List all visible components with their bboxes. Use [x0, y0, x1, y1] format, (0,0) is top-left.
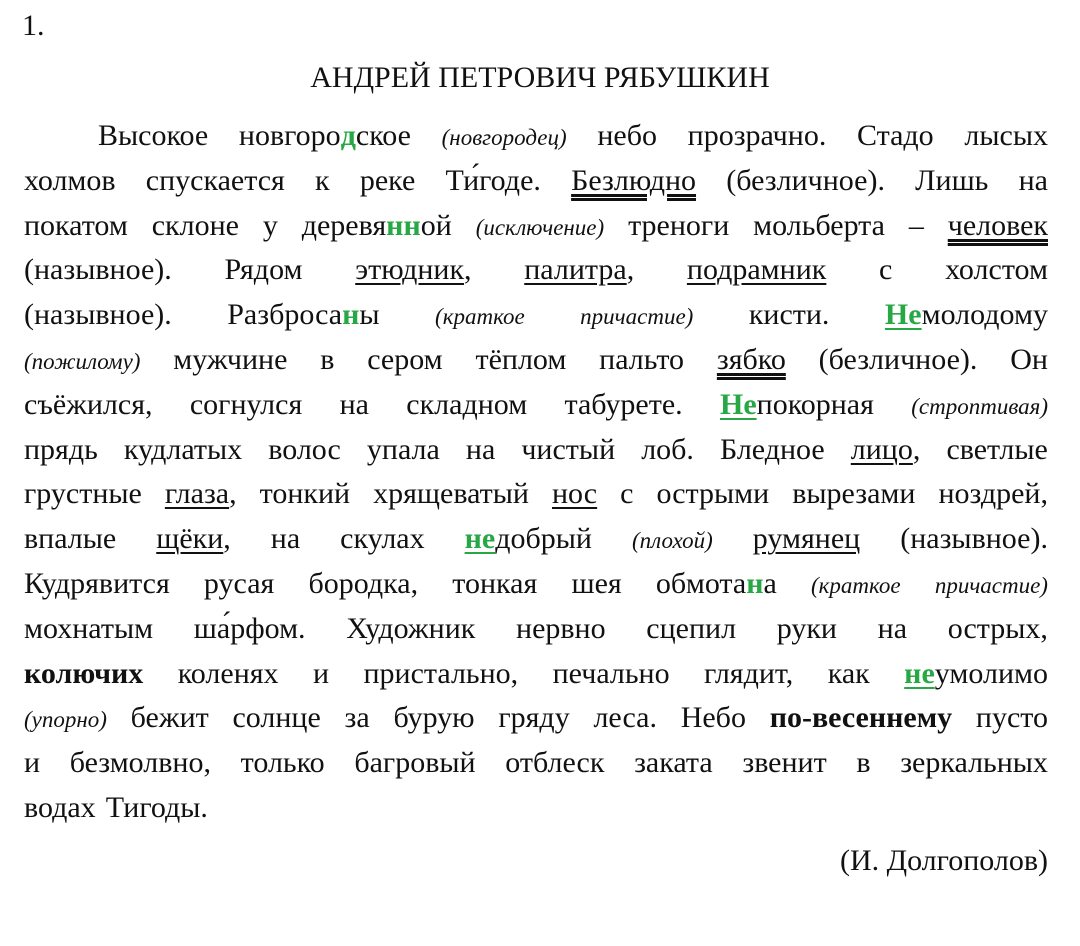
word: ноздрей, [938, 477, 1048, 511]
text-fragment: щёки [156, 522, 224, 556]
word: (назывное). [900, 522, 1048, 556]
highlighted-letters: д [340, 119, 356, 152]
word: на [1018, 163, 1048, 197]
text-line [24, 428, 1048, 472]
word: (назывное). [24, 253, 172, 287]
word: грустные [24, 477, 142, 511]
word: подрамник [686, 253, 827, 287]
word: нос [552, 477, 598, 511]
word [302, 204, 452, 248]
word: хрящеватый [373, 477, 529, 511]
word: гряду [498, 701, 570, 735]
word [239, 114, 411, 158]
word [227, 293, 379, 337]
annotation-note: (плохой) [631, 528, 713, 554]
highlighted-letters: не [464, 522, 496, 556]
word: и [312, 656, 330, 690]
word: Тигоды. [105, 791, 208, 824]
word: кисти. [748, 298, 830, 332]
word: сером [367, 343, 443, 376]
text-fragment: палитра [524, 253, 627, 287]
word: лысых [964, 119, 1048, 152]
word: Рядом [224, 253, 303, 287]
word: холмов [24, 163, 116, 197]
word: Он [1010, 343, 1048, 376]
word: тонкая [452, 567, 538, 600]
text-line [24, 293, 1048, 339]
word: бежит [130, 701, 209, 735]
word: на [465, 432, 496, 466]
word: согнулся [189, 387, 303, 421]
word: Бледное [719, 432, 825, 466]
text-fragment: , [912, 432, 921, 466]
text-fragment: новгоро [238, 119, 341, 152]
text-fragment: лицо [850, 432, 913, 466]
annotation-note: (пожилому) [24, 349, 141, 374]
word: нервно [516, 611, 606, 645]
word: за [344, 701, 370, 735]
text-line [24, 652, 1048, 696]
text-line [98, 114, 1048, 160]
text-fragment: ское [355, 119, 411, 152]
word: пальто [599, 343, 685, 376]
word: – [908, 208, 924, 242]
word: колючих [24, 656, 144, 690]
word: Безлюдно [571, 163, 697, 197]
word: бурую [393, 701, 475, 735]
text-line [24, 204, 1048, 250]
word: впалые [24, 522, 117, 556]
word: (безличное). [818, 343, 978, 376]
highlighted-letters: н [342, 298, 360, 332]
word: (назывное). [24, 298, 172, 332]
word: на [339, 387, 369, 421]
word: на [877, 611, 908, 645]
word: пристально, [363, 656, 519, 690]
annotation-note: (строптивая) [911, 393, 1048, 419]
word: холстом [945, 253, 1048, 287]
text-fragment: а [763, 567, 777, 600]
text-line [24, 383, 1048, 429]
word [885, 293, 1048, 337]
word: спускается [145, 163, 285, 197]
word: водах [24, 791, 96, 824]
word: бородка, [308, 567, 419, 600]
word: коленях [177, 656, 279, 690]
word: зябко [716, 343, 786, 376]
word: тёплом [475, 343, 567, 376]
text-fragment: покорная [756, 387, 874, 421]
word: острых, [947, 611, 1048, 645]
highlighted-letters: нн [386, 208, 421, 242]
author-line [24, 839, 1048, 883]
word: съёжился, [24, 387, 153, 421]
word: небо [597, 119, 657, 152]
text-line [24, 472, 1048, 516]
text-line [24, 517, 1048, 563]
word: багровый [354, 746, 476, 780]
word: на [270, 522, 301, 556]
exercise-number: 1. [22, 9, 45, 42]
word: по-весеннему [769, 701, 953, 735]
word: только [240, 746, 325, 780]
word [524, 248, 634, 292]
text-fragment: Разброса [227, 298, 343, 332]
annotation-note: (краткое [811, 573, 901, 598]
word: безмолвно, [69, 746, 211, 780]
highlighted-letters: Не [719, 387, 757, 421]
word: и [24, 746, 41, 780]
word: с [879, 253, 893, 287]
text-fragment: глаза [164, 477, 230, 511]
text-fragment: добрый [495, 522, 592, 556]
text-title: АНДРЕЙ ПЕТРОВИЧ РЯБУШКИН [310, 61, 770, 94]
word [465, 517, 592, 561]
text-fragment: , [223, 522, 231, 556]
text-line [24, 786, 1048, 830]
word: звенит [742, 746, 827, 780]
word: мужчине [173, 343, 288, 376]
text-fragment: , [626, 253, 635, 287]
text-line [24, 338, 1048, 384]
word: мохнатым [24, 611, 154, 645]
word: руки [776, 611, 837, 645]
word: (безличное). [726, 163, 885, 197]
highlighted-letters: н [746, 567, 764, 600]
text-fragment: , [229, 477, 237, 511]
word: Стадо [857, 119, 934, 152]
annotation-note: (исключение) [475, 214, 605, 240]
word: пусто [975, 701, 1048, 735]
word: вырезами [792, 477, 916, 511]
word: печально [552, 656, 670, 690]
word: в [856, 746, 871, 780]
word: отблеск [505, 746, 605, 780]
annotation-note: (краткое [435, 304, 525, 330]
word: русая [203, 567, 275, 600]
word: у [262, 208, 278, 242]
word: складном [406, 387, 528, 421]
word: светлые [946, 432, 1048, 466]
word: заката [634, 746, 713, 780]
text-fragment: молодому [921, 298, 1048, 332]
text-line [24, 248, 1048, 292]
word [165, 472, 237, 516]
word: табурете. [564, 387, 683, 421]
word [656, 562, 777, 606]
text-line [24, 562, 1048, 608]
word: зеркальных [900, 746, 1048, 780]
word: Лишь [915, 163, 989, 197]
text-line [24, 159, 1048, 203]
word: прядь [24, 432, 98, 466]
word: сцепил [646, 611, 737, 645]
author-attribution: (И. Долгополов) [839, 844, 1048, 877]
word: кудлатых [123, 432, 243, 466]
text-fragment: умолимо [934, 656, 1048, 690]
word: тонкий [259, 477, 351, 511]
word: с [620, 477, 634, 511]
annotation-note: причастие) [934, 573, 1048, 598]
text-fragment: , [464, 253, 472, 287]
highlighted-letters: Не [884, 298, 922, 332]
word: склоне [151, 208, 239, 242]
word: шея [571, 567, 622, 600]
word: упала [366, 432, 440, 466]
word: прозрачно. [687, 119, 827, 152]
word: в [320, 343, 335, 376]
word [720, 383, 874, 427]
highlighted-letters: не [904, 656, 935, 690]
text-fragment: этюдник [355, 253, 465, 287]
word: глядит, [704, 656, 794, 690]
word [851, 428, 921, 472]
word [355, 248, 471, 292]
annotation-note: причастие) [580, 304, 694, 330]
text-fragment: ой [420, 208, 452, 242]
word: чистый [521, 432, 616, 466]
word: человек [947, 208, 1048, 242]
text-line [24, 607, 1048, 651]
text-fragment: обмота [655, 567, 747, 600]
word: покатом [24, 208, 128, 242]
word: мольберта [753, 208, 885, 242]
text-line [24, 741, 1048, 785]
word: леса. [593, 701, 657, 735]
word: ша́рфом. [193, 611, 306, 645]
annotation-note: (новгородец) [441, 125, 567, 150]
word: к [315, 163, 330, 197]
word: Небо [680, 701, 746, 735]
text-fragment: ы [359, 298, 380, 332]
word: треноги [628, 208, 730, 242]
word: Высокое [98, 119, 209, 152]
word: солнце [232, 701, 321, 735]
text-line [24, 696, 1048, 742]
word: Кудрявится [24, 567, 170, 600]
word: острыми [656, 477, 770, 511]
word [904, 652, 1048, 696]
text-fragment: деревя [301, 208, 387, 242]
word: волос [268, 432, 341, 466]
word: как [827, 656, 870, 690]
word: скулах [340, 522, 425, 556]
annotation-note: (упорно) [24, 707, 107, 733]
word: Ти́годе. [445, 163, 541, 197]
word: Художник [346, 611, 476, 645]
word: лоб. [641, 432, 694, 466]
word: реке [359, 163, 416, 197]
word [156, 517, 231, 561]
word: румянец [752, 522, 861, 556]
